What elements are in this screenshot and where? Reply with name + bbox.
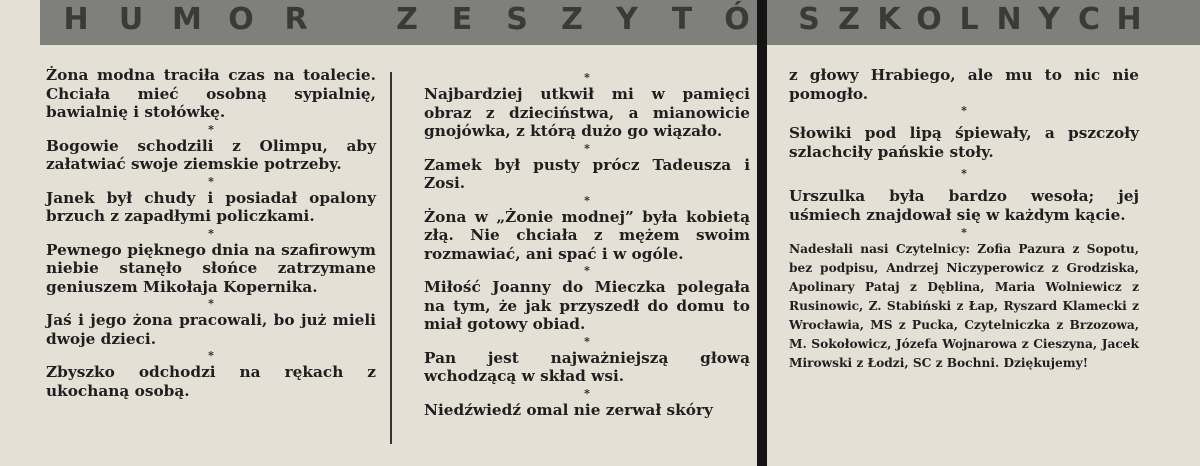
joke-item: Niedźwiedź omal nie zerwał skóry [424,400,713,419]
heading-letter: R [284,2,308,37]
star-separator: * [208,174,214,188]
heading-letter: M [172,2,202,37]
star-separator: * [208,297,214,310]
star-separator: * [208,349,214,362]
star-separator: * [584,334,590,348]
heading-letter: O [916,2,942,37]
joke-item: Najbardziej utkwił mi w pamięci obraz z dzieciństwa, a mianowicie gnojówka, z którą dużo go wiązało. [424,85,750,140]
joke-item: Jaś i jego żona pracowali, bo już mieli dwoje dzieci. [46,311,376,348]
readers-credits: Nadesłali nasi Czytelnicy: Zofia Pazura z Sopotu, bez podpisu, Andrzej Niczyperowicz z Grodziska, Apolinary Pataj z Dęblina, Maria Wolniewicz z Rusinowic, Z. Stabiński z Łap, Ryszard Klamecki z Wrocławia, MS z Pucka, Czytelniczka z Brzozowa, M. Sokołowicz, Józefa Wojnarowa z Cieszyna, Jacek Mirowski z Łodzi, SC z Bochni. Dziękujemy! [789,242,1139,370]
joke-item: Słowiki pod lipą śpiewały, a pszczoły szlachciły pańskie stoły. [789,124,1139,161]
star-separator: * [961,226,967,239]
star-separator: * [584,386,590,400]
joke-item: Miłość Joanny do Mieczka polegała na tym, że jak przyszedł do domu to miał gotowy obiad. [424,278,750,333]
heading-letter: S [506,2,528,37]
heading-letter: S [798,2,820,37]
heading-letter: T [671,2,693,37]
heading-bar-right [767,0,1200,45]
star-separator: * [584,141,590,155]
star-separator: * [961,167,967,180]
heading-letter: Y [1038,2,1060,37]
star-separator: * [584,71,590,84]
heading-letter: K [877,2,901,37]
heading-letter: N [996,2,1022,37]
star-separator: * [208,122,214,136]
column-divider [390,72,392,444]
star-separator: * [961,104,967,117]
heading-letter: O [228,2,254,37]
joke-item: Janek był chudy i posiadał opalony brzuch z zapadłymi policzkami. [46,188,376,225]
heading-letter: Z [838,2,860,37]
heading-letter: C [1077,2,1101,37]
joke-item: Pan jest najważniejszą głową wchodzącą w skład wsi. [424,348,750,385]
column-1 [46,66,376,400]
star-separator: * [584,264,590,277]
joke-item: Urszulka była bardzo wesoła; jej uśmiech znajdował się w każdym kącie. [789,187,1139,224]
clipping-right [767,0,1200,466]
heading-humor-zeszytow [62,2,757,37]
star-separator: * [584,193,590,207]
heading-letter: Y [616,2,638,37]
joke-item: z głowy Hrabiego, ale mu to nic nie pomogło. [789,66,1139,103]
heading-szkolnych [795,2,1155,37]
joke-item: Bogowie schodzili z Olimpu, aby załatwiać swoje ziemskie potrzeby. [46,136,376,173]
joke-item: Zamek był pusty prócz Tadeusza i Zosi. [424,155,750,192]
joke-item: Pewnego pięknego dnia na szafirowym niebie stanęło słońce zatrzymane geniuszem Mikołaja Kopernika. [46,240,376,296]
joke-item: Żona w „Żonie modnej” była kobietą złą. Nie chciała z mężem swoim rozmawiać, ani spać i w ogóle. [424,207,750,263]
joke-item: Żona modna traciła czas na toalecie. Chciała mieć osobną sypialnię, bawialnię i stołówkę. [46,66,376,121]
column-2 [424,70,750,419]
star-separator: * [208,226,214,240]
heading-letter: L [959,2,979,37]
heading-letter: U [118,2,144,37]
heading-letter: Z [396,2,418,37]
joke-item: Zbyszko odchodzi na rękach z ukochaną osobą. [46,363,376,400]
column-3 [789,66,1139,373]
heading-letter: Ó [724,2,750,37]
heading-letter: H [63,2,89,37]
heading-letter: Z [561,2,583,37]
heading-bar-left [40,0,757,45]
heading-letter: E [451,2,473,37]
heading-letter: H [1116,2,1142,37]
